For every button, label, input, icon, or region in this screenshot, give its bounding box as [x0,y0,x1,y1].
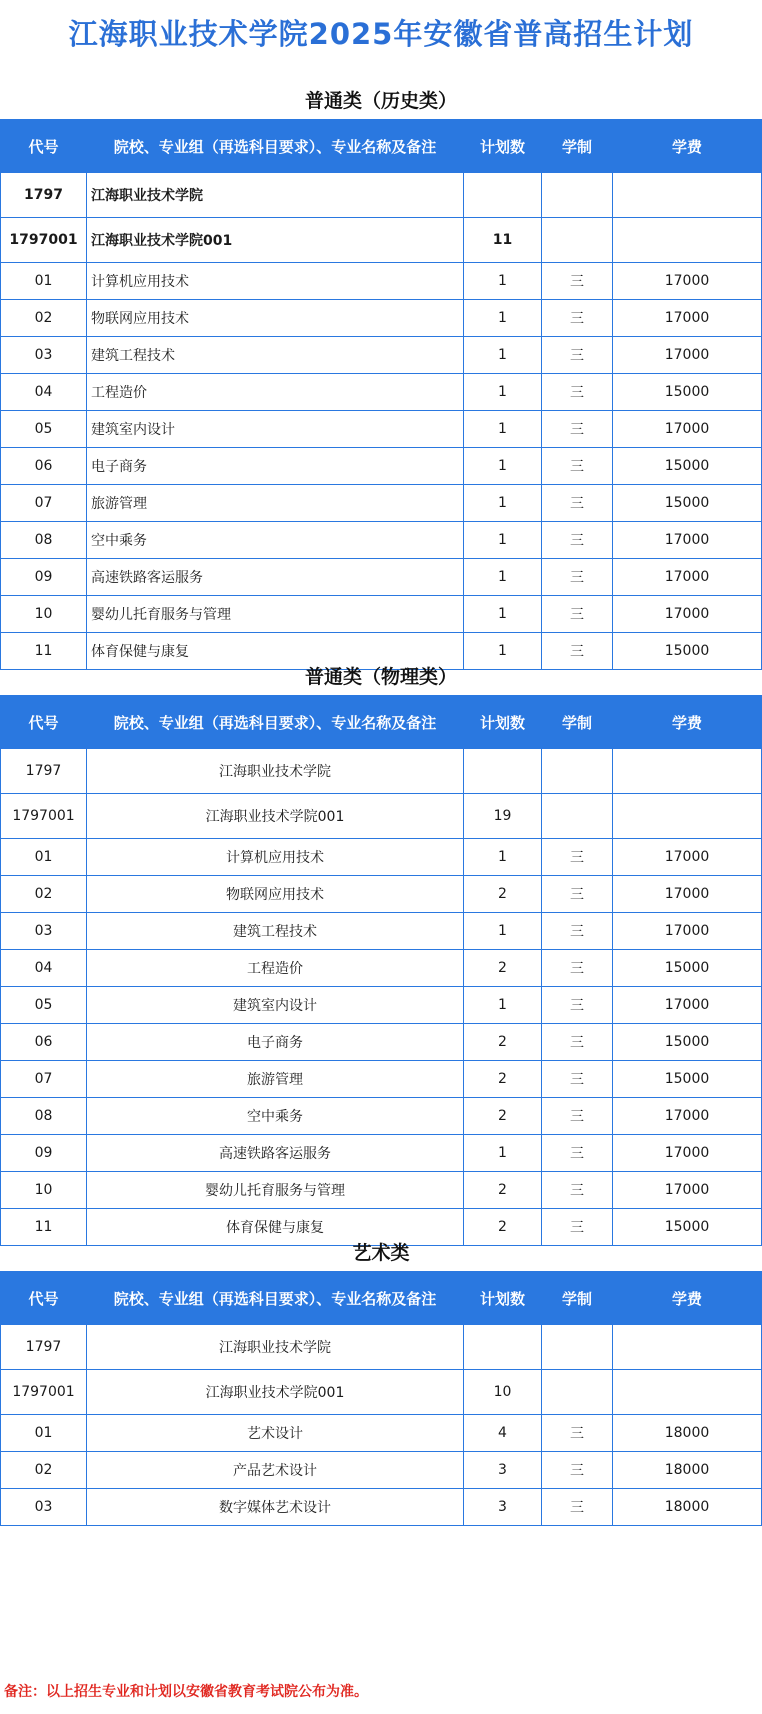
header-name: 院校、专业组（再选科目要求）、专业名称及备注 [87,120,464,173]
major-row [1,485,762,522]
cell-code: 11 [1,1209,87,1246]
cell-name: 空中乘务 [87,522,464,559]
cell-plan: 1 [464,300,542,337]
cell-fee [613,1370,762,1415]
cell-fee: 17000 [613,522,762,559]
cell-years: 三 [542,1061,613,1098]
major-row [1,987,762,1024]
cell-code: 01 [1,839,87,876]
header-name: 院校、专业组（再选科目要求）、专业名称及备注 [87,696,464,749]
section-title-physics: 普通类（物理类） [304,666,457,688]
cell-code: 02 [1,1452,87,1489]
cell-fee: 15000 [613,485,762,522]
cell-fee: 15000 [613,1209,762,1246]
cell-fee: 17000 [613,913,762,950]
cell-plan: 3 [464,1489,542,1526]
cell-code: 03 [1,913,87,950]
cell-name: 高速铁路客运服务 [87,559,464,596]
cell-years: 三 [542,1098,613,1135]
major-row [1,522,762,559]
footnote: 备注：以上招生专业和计划以安徽省教育考试院公布为准。 [4,1684,368,1700]
section-title-history: 普通类（历史类） [304,90,457,112]
cell-code: 10 [1,1172,87,1209]
cell-years: 三 [542,1489,613,1526]
cell-code: 1797 [1,1325,87,1370]
cell-code: 03 [1,1489,87,1526]
cell-plan: 2 [464,1098,542,1135]
cell-plan: 1 [464,596,542,633]
major-row [1,1172,762,1209]
cell-years: 三 [542,485,613,522]
cell-years [542,1370,613,1415]
major-row [1,411,762,448]
major-row [1,1489,762,1526]
cell-fee: 18000 [613,1489,762,1526]
cell-code: 04 [1,374,87,411]
cell-name: 旅游管理 [87,1061,464,1098]
table-header-row [1,120,762,173]
cell-code: 1797 [1,749,87,794]
cell-code: 02 [1,876,87,913]
cell-years: 三 [542,411,613,448]
cell-plan: 1 [464,411,542,448]
cell-years [542,1325,613,1370]
cell-fee: 15000 [613,633,762,670]
major-row [1,448,762,485]
cell-code: 11 [1,633,87,670]
cell-name: 婴幼儿托育服务与管理 [87,596,464,633]
cell-plan: 3 [464,1452,542,1489]
header-fee: 学费 [613,120,762,173]
cell-fee: 15000 [613,1061,762,1098]
cell-plan: 1 [464,374,542,411]
institution-row [1,1370,762,1415]
cell-fee: 17000 [613,1135,762,1172]
cell-fee: 17000 [613,263,762,300]
major-row [1,300,762,337]
cell-code: 06 [1,1024,87,1061]
cell-fee [613,218,762,263]
cell-years: 三 [542,263,613,300]
cell-code: 04 [1,950,87,987]
cell-years: 三 [542,448,613,485]
cell-fee: 17000 [613,559,762,596]
cell-years: 三 [542,337,613,374]
section-title-art: 艺术类 [352,1242,410,1264]
cell-plan: 1 [464,263,542,300]
major-row [1,1415,762,1452]
cell-fee: 17000 [613,300,762,337]
cell-name: 江海职业技术学院 [87,173,464,218]
cell-plan: 1 [464,485,542,522]
cell-name: 艺术设计 [87,1415,464,1452]
major-row [1,596,762,633]
cell-plan [464,1325,542,1370]
cell-years: 三 [542,950,613,987]
cell-plan: 1 [464,633,542,670]
table-header-row [1,1272,762,1325]
table-header-row [1,696,762,749]
cell-name: 建筑工程技术 [87,913,464,950]
cell-code: 10 [1,596,87,633]
cell-fee: 17000 [613,839,762,876]
cell-name: 江海职业技术学院001 [87,218,464,263]
cell-plan: 2 [464,950,542,987]
cell-years: 三 [542,1135,613,1172]
cell-name: 产品艺术设计 [87,1452,464,1489]
cell-fee [613,173,762,218]
cell-years: 三 [542,1209,613,1246]
major-row [1,374,762,411]
cell-name: 工程造价 [87,374,464,411]
cell-years: 三 [542,1172,613,1209]
cell-name: 物联网应用技术 [87,876,464,913]
cell-years [542,218,613,263]
cell-years [542,794,613,839]
cell-code: 03 [1,337,87,374]
cell-name: 电子商务 [87,1024,464,1061]
cell-name: 体育保健与康复 [87,1209,464,1246]
major-row [1,1024,762,1061]
cell-years: 三 [542,1452,613,1489]
cell-years: 三 [542,522,613,559]
header-plan: 计划数 [464,696,542,749]
cell-fee [613,1325,762,1370]
header-years: 学制 [542,120,613,173]
header-code: 代号 [1,1272,87,1325]
cell-fee [613,749,762,794]
header-years: 学制 [542,696,613,749]
institution-row [1,1325,762,1370]
cell-years: 三 [542,374,613,411]
cell-code: 07 [1,485,87,522]
header-fee: 学费 [613,696,762,749]
cell-fee: 15000 [613,1024,762,1061]
cell-fee: 17000 [613,596,762,633]
cell-name: 高速铁路客运服务 [87,1135,464,1172]
major-row [1,1098,762,1135]
cell-plan: 2 [464,1024,542,1061]
header-name: 院校、专业组（再选科目要求）、专业名称及备注 [87,1272,464,1325]
cell-name: 体育保健与康复 [87,633,464,670]
cell-plan: 11 [464,218,542,263]
cell-years: 三 [542,1415,613,1452]
cell-name: 旅游管理 [87,485,464,522]
header-plan: 计划数 [464,120,542,173]
cell-plan: 1 [464,559,542,596]
cell-name: 空中乘务 [87,1098,464,1135]
plan-table-physics [0,695,762,1246]
cell-code: 06 [1,448,87,485]
major-row [1,876,762,913]
cell-code: 08 [1,522,87,559]
cell-name: 计算机应用技术 [87,263,464,300]
major-row [1,559,762,596]
cell-code: 01 [1,263,87,300]
cell-fee: 15000 [613,950,762,987]
cell-plan: 1 [464,337,542,374]
cell-fee: 18000 [613,1452,762,1489]
cell-name: 建筑室内设计 [87,411,464,448]
cell-name: 婴幼儿托育服务与管理 [87,1172,464,1209]
cell-years: 三 [542,1024,613,1061]
cell-fee: 17000 [613,337,762,374]
cell-plan: 2 [464,1209,542,1246]
cell-plan: 1 [464,1135,542,1172]
cell-code: 09 [1,559,87,596]
cell-years: 三 [542,633,613,670]
header-years: 学制 [542,1272,613,1325]
major-row [1,1452,762,1489]
cell-code: 02 [1,300,87,337]
cell-plan: 10 [464,1370,542,1415]
cell-name: 数字媒体艺术设计 [87,1489,464,1526]
cell-fee: 17000 [613,1172,762,1209]
cell-name: 物联网应用技术 [87,300,464,337]
page-title: 江海职业技术学院2025年安徽省普高招生计划 [68,17,694,51]
cell-fee: 17000 [613,987,762,1024]
cell-plan: 4 [464,1415,542,1452]
cell-name: 江海职业技术学院001 [87,794,464,839]
major-row [1,1135,762,1172]
cell-years: 三 [542,839,613,876]
institution-row [1,218,762,263]
institution-row [1,749,762,794]
cell-code: 01 [1,1415,87,1452]
plan-table-art [0,1271,762,1526]
major-row [1,950,762,987]
cell-years [542,749,613,794]
plan-table-history [0,119,762,670]
cell-code: 07 [1,1061,87,1098]
header-code: 代号 [1,696,87,749]
cell-years: 三 [542,559,613,596]
cell-years: 三 [542,987,613,1024]
cell-fee [613,794,762,839]
cell-plan: 19 [464,794,542,839]
cell-code: 1797001 [1,1370,87,1415]
cell-plan: 1 [464,448,542,485]
cell-name: 建筑工程技术 [87,337,464,374]
cell-code: 08 [1,1098,87,1135]
header-plan: 计划数 [464,1272,542,1325]
cell-name: 江海职业技术学院 [87,749,464,794]
cell-plan: 2 [464,1172,542,1209]
cell-years: 三 [542,596,613,633]
cell-name: 计算机应用技术 [87,839,464,876]
cell-fee: 17000 [613,411,762,448]
cell-code: 05 [1,987,87,1024]
cell-fee: 15000 [613,448,762,485]
cell-plan: 1 [464,522,542,559]
cell-fee: 18000 [613,1415,762,1452]
cell-plan: 1 [464,913,542,950]
institution-row [1,173,762,218]
cell-name: 建筑室内设计 [87,987,464,1024]
cell-plan: 1 [464,987,542,1024]
cell-fee: 17000 [613,1098,762,1135]
cell-fee: 17000 [613,876,762,913]
institution-row [1,794,762,839]
header-fee: 学费 [613,1272,762,1325]
cell-name: 江海职业技术学院001 [87,1370,464,1415]
cell-code: 1797001 [1,218,87,263]
cell-years: 三 [542,300,613,337]
major-row [1,263,762,300]
cell-years: 三 [542,876,613,913]
cell-years [542,173,613,218]
cell-name: 江海职业技术学院 [87,1325,464,1370]
major-row [1,913,762,950]
cell-code: 1797 [1,173,87,218]
cell-fee: 15000 [613,374,762,411]
cell-plan: 2 [464,1061,542,1098]
header-code: 代号 [1,120,87,173]
cell-code: 1797001 [1,794,87,839]
cell-name: 工程造价 [87,950,464,987]
cell-years: 三 [542,913,613,950]
major-row [1,1061,762,1098]
cell-name: 电子商务 [87,448,464,485]
major-row [1,337,762,374]
cell-code: 05 [1,411,87,448]
cell-code: 09 [1,1135,87,1172]
cell-plan [464,749,542,794]
cell-plan: 1 [464,839,542,876]
major-row [1,839,762,876]
cell-plan [464,173,542,218]
cell-plan: 2 [464,876,542,913]
